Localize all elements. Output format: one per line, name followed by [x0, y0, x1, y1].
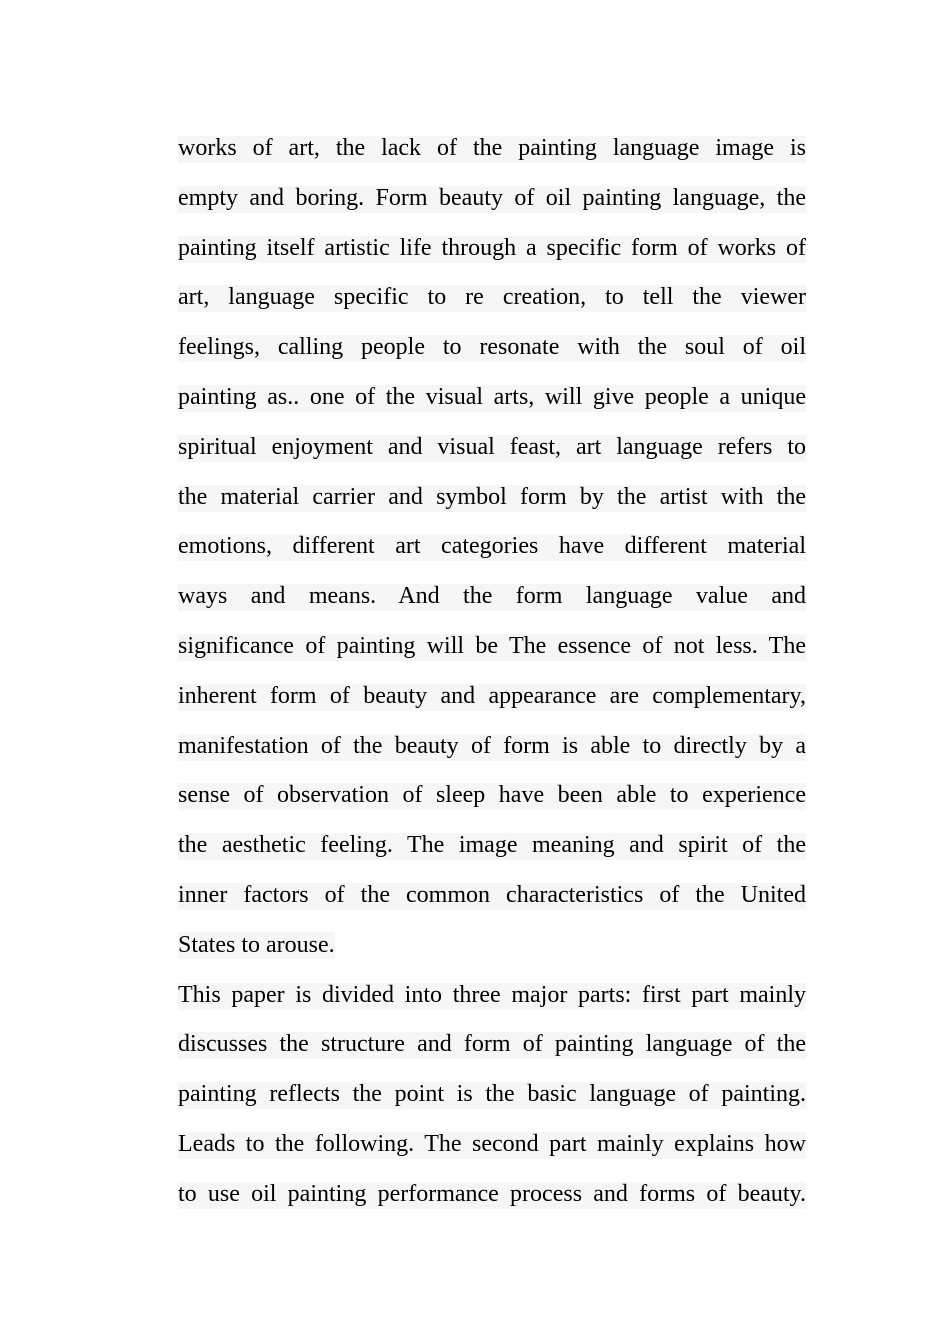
text-line: significance of painting will be The essence of not less. The — [178, 632, 806, 659]
text-line: emotions, different art categories have different material — [178, 533, 806, 560]
text-line: painting itself artistic life through a specific form of works of — [178, 234, 806, 261]
text-line: the material carrier and symbol form by the artist with the — [178, 483, 806, 510]
text-line: spiritual enjoyment and visual feast, art language refers to — [178, 433, 806, 460]
paragraph-2 — [178, 971, 806, 1220]
text-line: to use oil painting performance process and forms of beauty. — [178, 1180, 806, 1207]
text-line: painting reflects the point is the basic language of painting. — [178, 1081, 806, 1108]
text-line-last: States to arouse. — [178, 931, 335, 958]
text-line: sense of observation of sleep have been able to experience — [178, 782, 806, 809]
text-line: Leads to the following. The second part mainly explains how — [178, 1130, 806, 1157]
body-text — [178, 124, 806, 1220]
text-line: art, language specific to re creation, to tell the viewer — [178, 284, 806, 311]
text-line: painting as.. one of the visual arts, will give people a unique — [178, 383, 806, 410]
text-line: This paper is divided into three major parts: first part mainly — [178, 981, 806, 1008]
text-line: feelings, calling people to resonate with the soul of oil — [178, 334, 806, 361]
text-line: discusses the structure and form of painting language of the — [178, 1031, 806, 1058]
text-line: ways and means. And the form language value and — [178, 583, 806, 610]
text-line: inherent form of beauty and appearance are complementary, — [178, 682, 806, 709]
text-line: the aesthetic feeling. The image meaning and spirit of the — [178, 832, 806, 859]
text-line: works of art, the lack of the painting language image is — [178, 135, 806, 161]
text-line: empty and boring. Form beauty of oil painting language, the — [178, 184, 806, 211]
paragraph-1 — [178, 124, 806, 971]
text-line: inner factors of the common characteristics of the United — [178, 881, 806, 908]
text-line: manifestation of the beauty of form is able to directly by a — [178, 732, 806, 759]
